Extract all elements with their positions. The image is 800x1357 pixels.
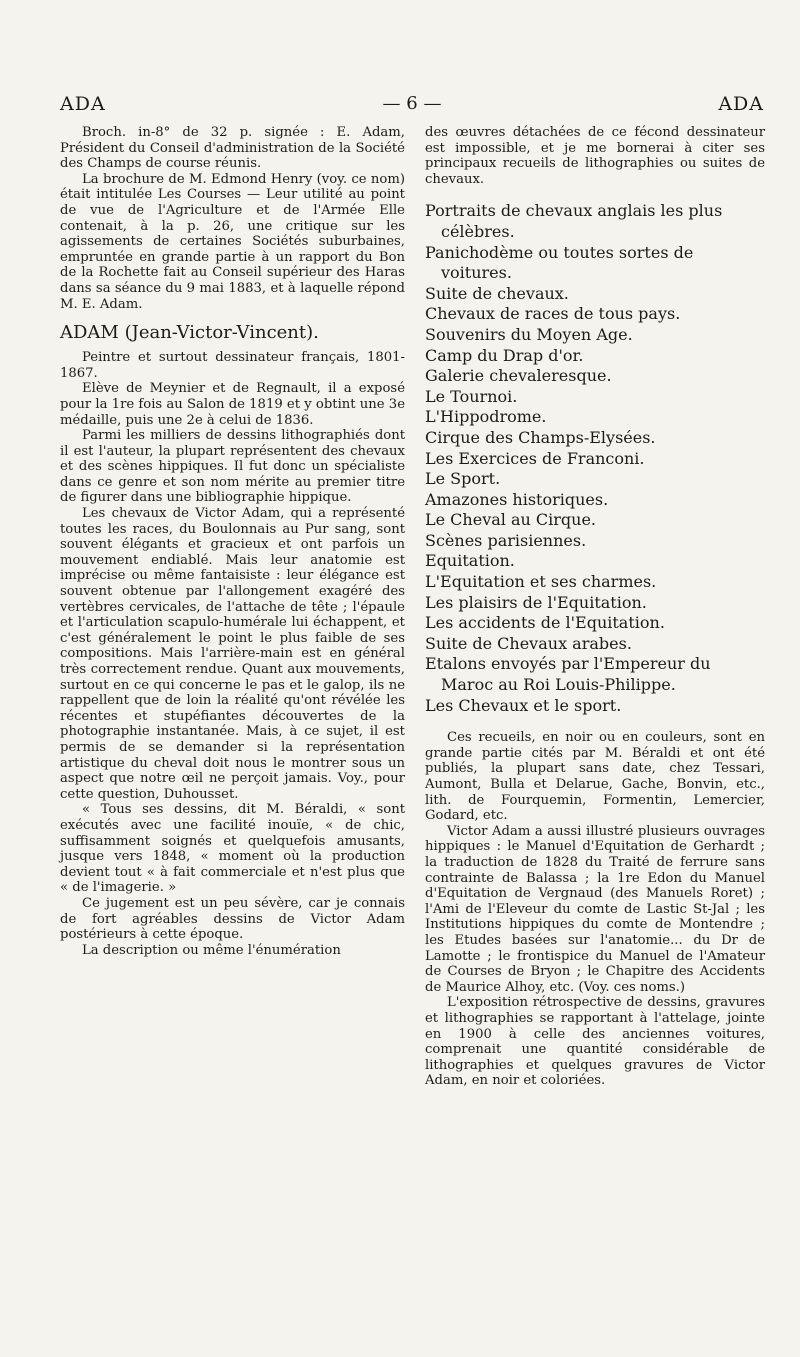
series-title: Les plaisirs de l'Equitation. (425, 592, 647, 612)
header-left-keyword: ADA (60, 93, 106, 115)
paragraph: Broch. in-8° de 32 p. signée : E. Adam, Président du Conseil d'administration de la Société des Champs de course réunis. (60, 125, 405, 172)
paragraph: Ce jugement est un peu sévère, car je connais de fort agréables dessins de Victor Adam postérieurs à cette époque. (60, 895, 405, 943)
series-title: Amazones historiques. (425, 489, 609, 509)
paragraph: La description ou même l'énumération (82, 942, 341, 958)
series-title: Les accidents de l'Equitation. (425, 613, 665, 633)
series-title: Souvenirs du Moyen Age. (425, 324, 633, 344)
right-column (425, 125, 765, 1089)
header-right-keyword: ADA (718, 93, 764, 115)
series-title-list (425, 201, 765, 716)
series-title: Equitation. (425, 551, 515, 571)
series-title: Les Exercices de Franconi. (425, 448, 645, 468)
quotation-paragraph: « Tous ses dessins, dit M. Béraldi, « sont exécutés avec une facilité inouïe, « de chic, suffisamment soignés et quelquefois amusants, jusque vers 1848, « moment où la production devient tout « à fait commerciale et n'est plus que « de l'imagerie. » (60, 802, 405, 896)
paragraph: Victor Adam a aussi illustré plusieurs ouvrages hippiques : le Manuel d'Equitation de Gerhardt ; la traduction de 1828 du Traité de ferrure sans contrainte de Balassa ; la 1re Edon du Manuel d'Equitation de Vergnaud (des Manuels Roret) ; l'Ami de l'Eleveur du comte de Lastic St-Jal ; les Institutions hippiques du comte de Montendre ; les Etudes basées sur l'anatomie... du Dr de Lamotte ; le frontispice du Manuel de l'Amateur de Courses de Bryon ; le Chapitre des Accidents de Maurice Alhoy, etc. (Voy. ces noms.) (425, 823, 765, 995)
series-title: L'Hippodrome. (425, 407, 547, 427)
series-title: Le Tournoi. (425, 386, 518, 406)
series-title: Scènes parisiennes. (425, 530, 587, 550)
left-column (60, 125, 405, 958)
page-number: — 6 — (382, 93, 442, 114)
series-title: Suite de chevaux. (425, 283, 569, 303)
paragraph: L'exposition rétrospective de dessins, gravures et lithographies se rapportant à l'attelage, jointe en 1900 à celle des anciennes voitures, comprenait une quantité considérable de lithographies et quelques gravures de Victor Adam, en noir et coloriées. (425, 995, 765, 1089)
series-title: Le Cheval au Cirque. (425, 510, 597, 530)
series-title: Suite de Chevaux arabes. (425, 633, 632, 653)
paragraph: La brochure de M. Edmond Henry (voy. ce nom) était intitulée Les Courses — Leur utilité au point de vue de l'Agriculture et de l'Armée Elle contenait, à la p. 26, une critique sur les agissements de certaines Sociétés suburbaines, empruntée en grande partie à un rapport du Bon de la Rochette fait au Conseil supérieur des Haras dans sa séance du 9 mai 1883, et à laquelle répond M. E. Adam. (60, 171, 405, 312)
series-title: Les Chevaux et le sport. (425, 695, 622, 715)
series-title: Panichodème ou toutes sortes de voitures. (425, 242, 694, 283)
series-title: Portraits de chevaux anglais les plus célèbres. (425, 201, 723, 241)
series-title: Cirque des Champs-Elysées. (425, 427, 656, 447)
paragraph: Ces recueils, en noir ou en couleurs, sont en grande partie cités par M. Béraldi et ont été publiés, la plupart sans date, chez Tessari, Aumont, Bulla et Delarue, Gache, Bonvin, etc., lith. de Fourquemin, Formentin, Lemercier, Godard, etc. (425, 730, 765, 824)
paragraph: des œuvres détachées de ce fécond dessinateur est impossible, et je me bornerai à citer ses principaux recueils de lithographies ou suites de chevaux. (425, 125, 765, 187)
running-header (60, 93, 764, 119)
paragraph: Les chevaux de Victor Adam, qui a représenté toutes les races, du Boulonnais au Pur sang, sont souvent élégants et gracieux et ont parfois un mouvement endiablé. Mais leur anatomie est imprécise ou même fantaisiste : leur élégance est souvent obtenue par l'allongement exagéré des vertèbres cervicales, de l'attache de tête ; l'épaule et l'articulation scapulo-humérale lui échappent, et c'est généralement le point le plus faible de ses compositions. Mais l'arrière-main est en général très correctement rendue. Quant aux mouvements, surtout en ce qui concerne le pas et le galop, ils ne rappellent que de loin la réalité qu'ont révélée les récentes et stupéfiantes découvertes de la photographie instantanée. Mais, à ce sujet, il est permis de se demander si la représentation artistique du cheval doit nous le montrer sous un aspect que notre œil ne perçoit jamais. Voy., pour cette question, Duhousset. (60, 506, 405, 802)
series-title: Le Sport. (425, 469, 501, 489)
series-title: L'Equitation et ses charmes. (425, 572, 657, 592)
paragraph: Peintre et surtout dessinateur français, 1801-1867. (60, 350, 405, 381)
paragraph: Elève de Meynier et de Regnault, il a exposé pour la 1re fois au Salon de 1819 et y obtint une 3e médaille, puis une 2e à celui de 1836. (60, 381, 405, 428)
series-title: Etalons envoyés par l'Empereur du Maroc au Roi Louis-Philippe. (425, 654, 711, 695)
paragraph: Parmi les milliers de dessins lithographiés dont il est l'auteur, la plupart représentent des chevaux et des scènes hippiques. Il fut donc un spécialiste dans ce genre et son nom mérite au premier titre de figurer dans une bibliographie hippique. (60, 428, 405, 506)
series-title: Galerie chevaleresque. (425, 366, 612, 386)
series-title: Camp du Drap d'or. (425, 345, 584, 365)
entry-title: ADAM (Jean-Victor-Vincent). (60, 322, 319, 344)
series-title: Chevaux de races de tous pays. (425, 304, 681, 324)
